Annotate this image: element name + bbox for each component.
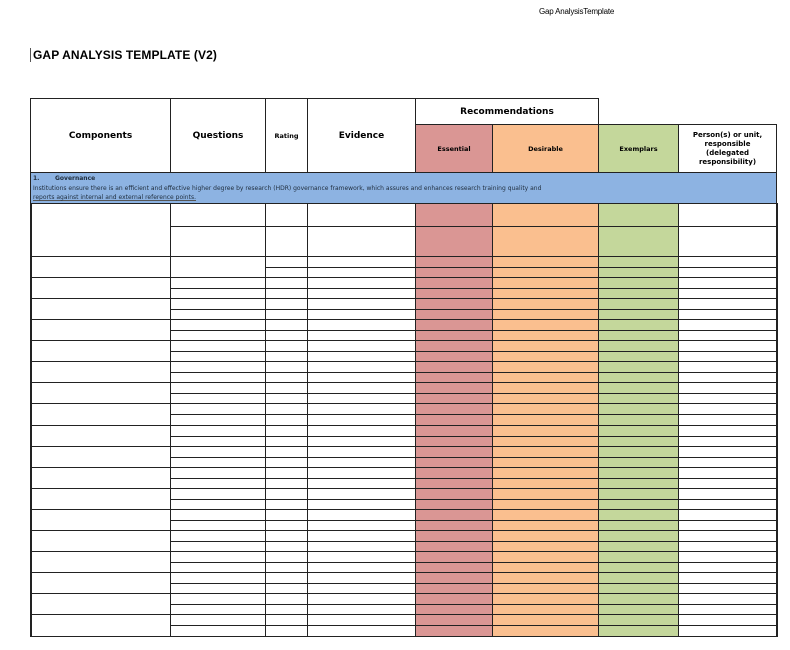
sub-row-divider xyxy=(170,414,778,415)
component-cell[interactable] xyxy=(31,299,169,319)
header-rating: Rating xyxy=(265,98,308,173)
component-cell[interactable] xyxy=(31,383,169,403)
person-line-2: responsible xyxy=(704,139,751,148)
section-name: Governance xyxy=(55,175,96,182)
component-cell[interactable] xyxy=(31,362,169,382)
header-desirable: Desirable xyxy=(492,124,599,173)
component-cell[interactable] xyxy=(31,468,169,488)
sub-row-divider xyxy=(170,457,778,458)
component-cell[interactable] xyxy=(31,510,169,530)
sub-row-divider xyxy=(170,436,778,437)
sub-row-divider xyxy=(170,520,778,521)
sub-row-divider xyxy=(170,478,778,479)
header-person-responsible xyxy=(678,124,777,173)
component-cell[interactable] xyxy=(31,447,169,467)
sub-row-divider xyxy=(170,499,778,500)
component-cell[interactable] xyxy=(31,320,169,340)
sub-row-divider xyxy=(265,267,778,268)
sub-row-divider xyxy=(170,541,778,542)
sub-row-divider xyxy=(170,226,778,227)
section-number: 1. xyxy=(33,175,40,182)
text-cursor xyxy=(30,48,31,62)
sub-row-divider xyxy=(170,351,778,352)
sub-row-divider xyxy=(170,583,778,584)
sub-row-divider xyxy=(170,330,778,331)
component-cell[interactable] xyxy=(31,615,169,636)
component-cell[interactable] xyxy=(31,257,169,277)
component-cell[interactable] xyxy=(31,426,169,446)
header-essential: Essential xyxy=(415,124,493,173)
component-cell[interactable] xyxy=(31,278,169,298)
header-evidence: Evidence xyxy=(307,98,416,173)
sub-row-divider xyxy=(170,309,778,310)
component-cell[interactable] xyxy=(31,341,169,361)
component-cell[interactable] xyxy=(31,404,169,425)
person-line-3: (delegated responsibility) xyxy=(698,148,757,166)
sub-row-divider xyxy=(170,288,778,289)
sub-row-divider xyxy=(170,562,778,563)
section-description-line-2: reports against internal and external reference points. xyxy=(33,194,196,201)
section-governance-band xyxy=(30,172,777,204)
sub-row-divider xyxy=(170,625,778,626)
header-recommendations: Recommendations xyxy=(415,98,599,125)
page-title: GAP ANALYSIS TEMPLATE (V2) xyxy=(33,48,217,62)
header-exemplars: Exemplars xyxy=(598,124,679,173)
component-cell[interactable] xyxy=(31,489,169,509)
component-cell[interactable] xyxy=(31,573,169,593)
component-cell[interactable] xyxy=(31,531,169,551)
component-cell[interactable] xyxy=(31,552,169,572)
component-cell[interactable] xyxy=(31,204,169,256)
page-header: Gap AnalysisTemplate xyxy=(539,7,615,16)
sub-row-divider xyxy=(170,372,778,373)
section-description-line-1: Institutions ensure there is an efficient and effective higher degree by research (HDR) governance framework, which assures and enhances research training quality and xyxy=(33,184,542,192)
sub-row-divider xyxy=(170,604,778,605)
row-divider xyxy=(30,636,778,637)
person-line-1: Person(s) or unit, xyxy=(692,130,763,139)
header-questions: Questions xyxy=(170,98,266,173)
header-components: Components xyxy=(30,98,171,173)
sub-row-divider xyxy=(170,393,778,394)
component-cell[interactable] xyxy=(31,594,169,614)
